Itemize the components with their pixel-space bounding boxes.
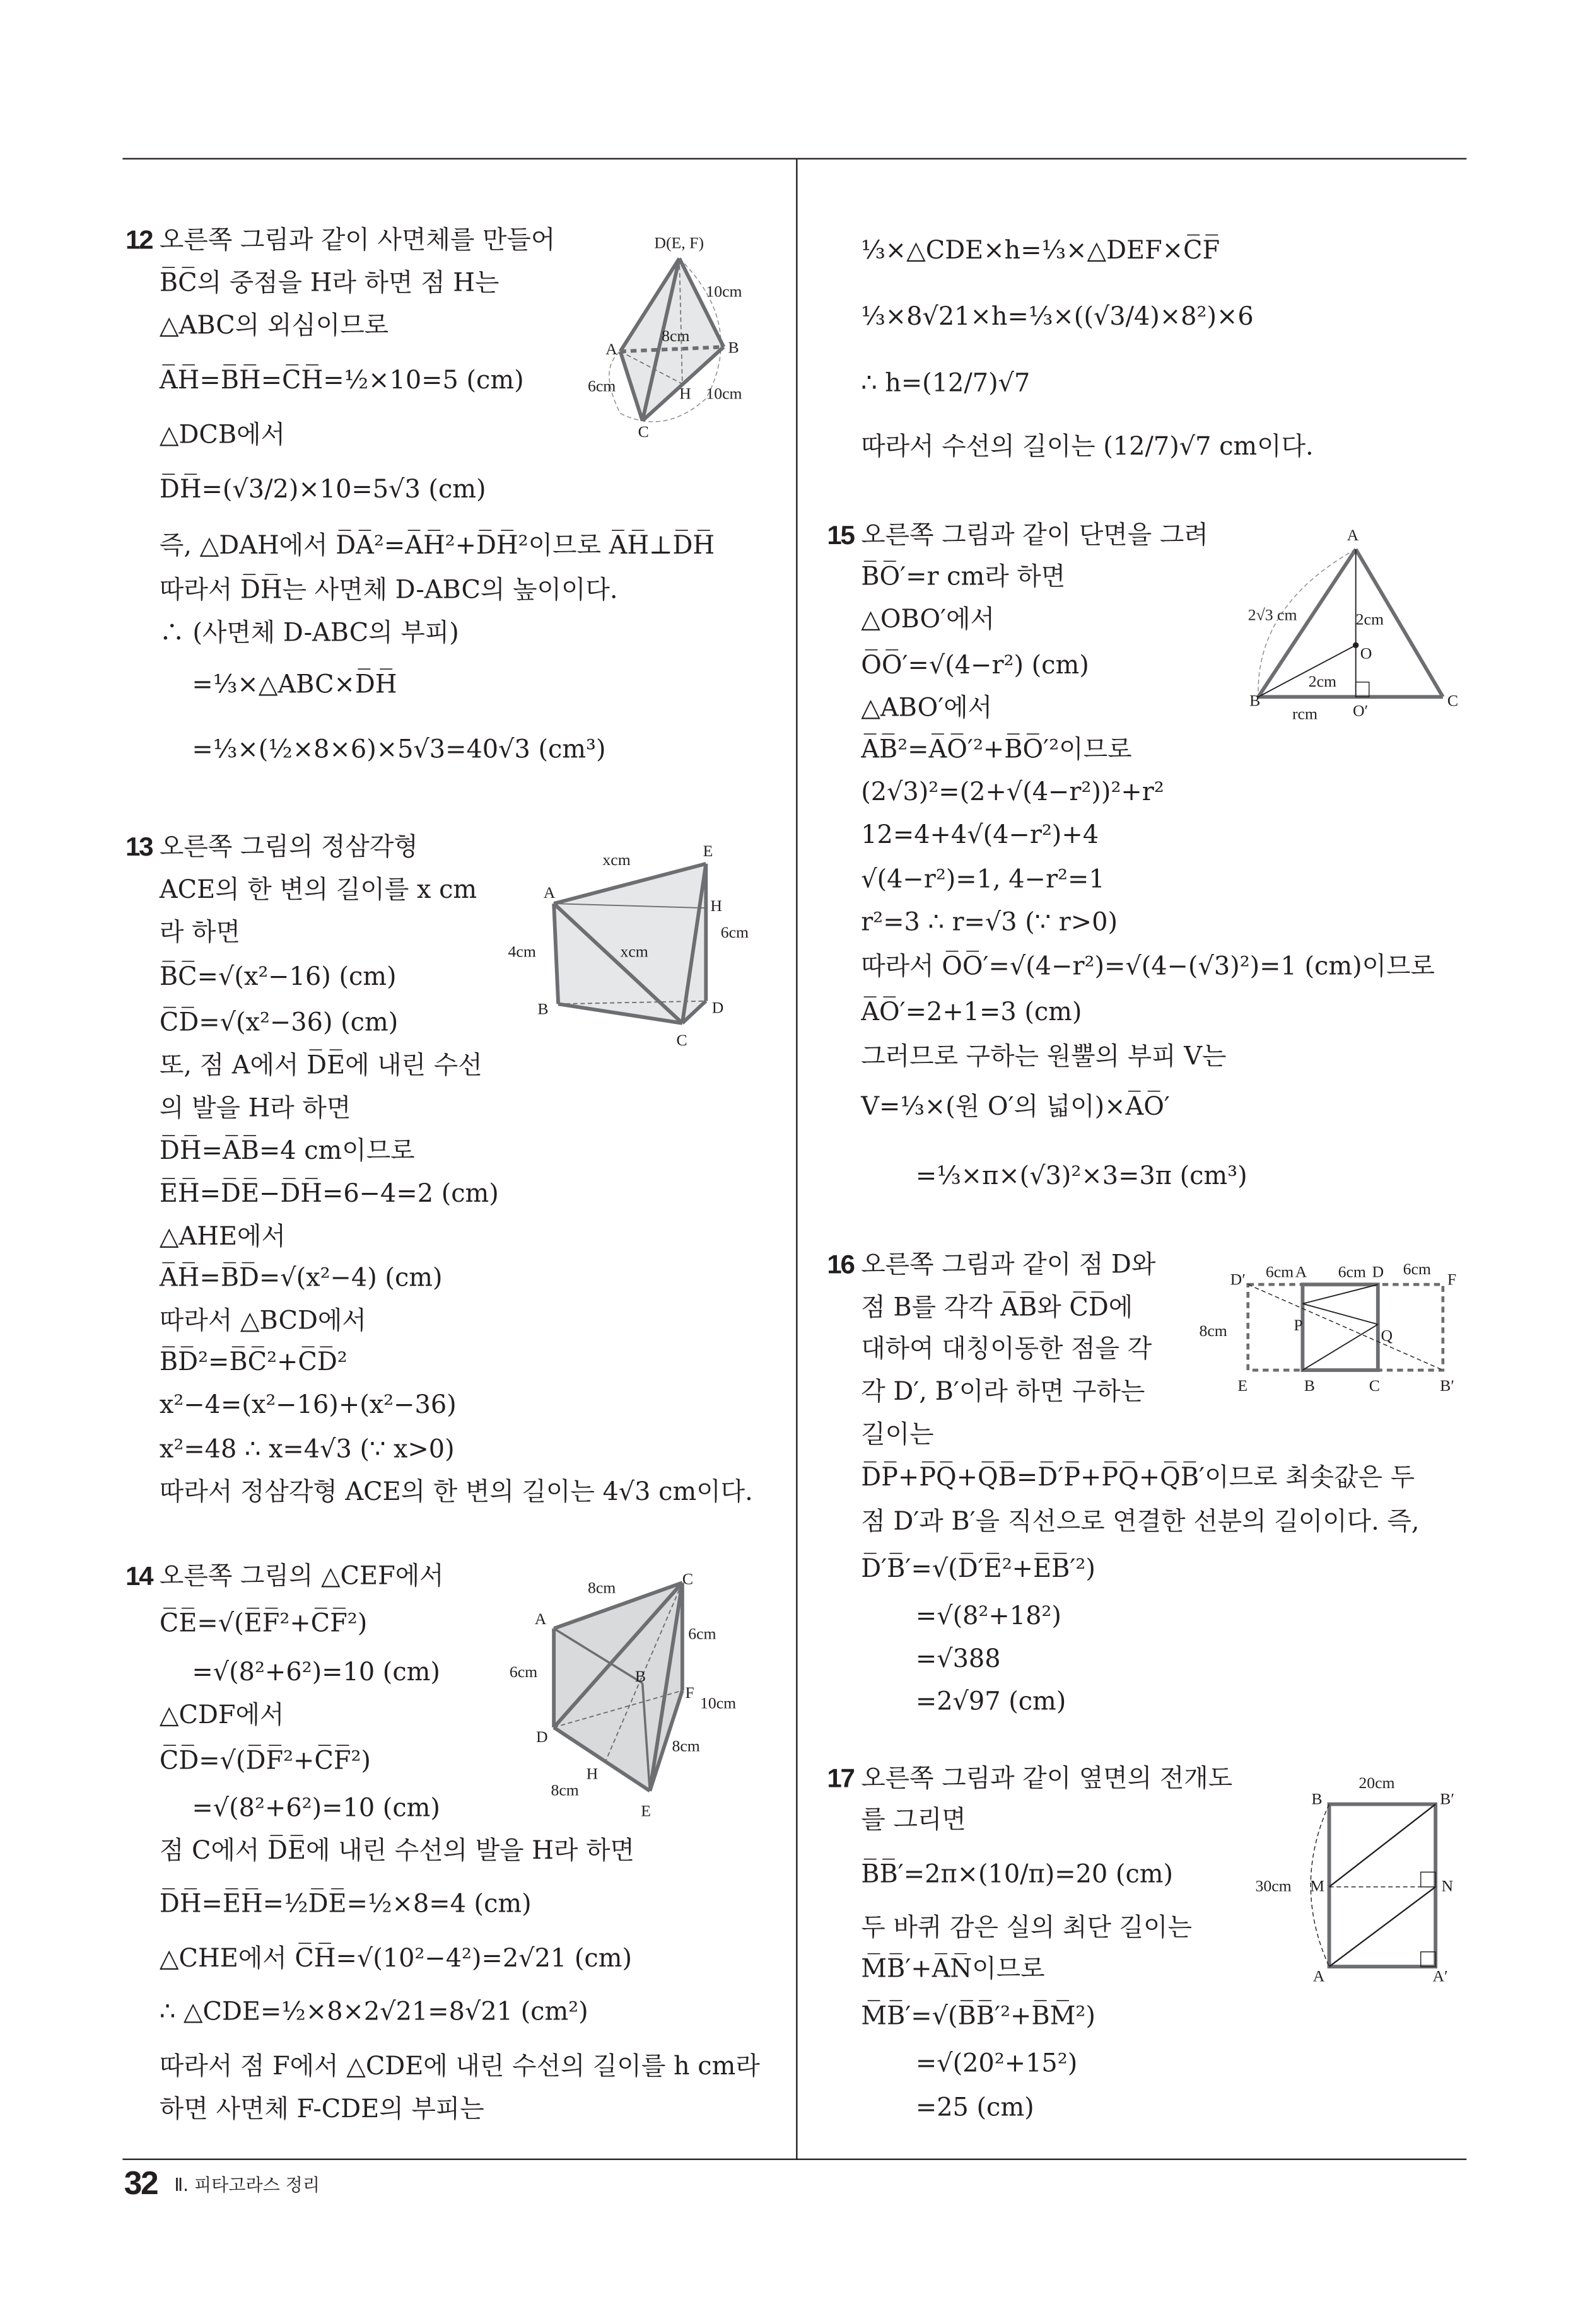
problem-number: 12: [126, 225, 153, 255]
solution-line: 또, 점 A에서 D̅E̅에 내린 수선: [159, 1051, 482, 1081]
solution-line: △ABC의 외심이므로: [159, 311, 389, 341]
fig14-label: B: [634, 1667, 646, 1686]
figure-14-solid: [554, 1583, 682, 1791]
solution-line: ⅓×8√21×h=⅓×((√3/4)×8²)×6: [861, 303, 1254, 332]
solution-line: A̅B̅²=A̅O̅′²+B̅O̅′²이므로: [861, 735, 1132, 765]
solution-line: 12=4+4√(4−r²)+4: [861, 820, 1099, 851]
solution-line: =√(20²+15²): [915, 2049, 1078, 2079]
solution-line: =2√97 (cm): [915, 1687, 1066, 1717]
solution-line: 따라서 △BCD에서: [159, 1306, 366, 1337]
solution-line: B̅C̅의 중점을 H라 하면 점 H는: [159, 269, 500, 299]
solution-line: B̅B̅′=2π×(10/π)=20 (cm): [861, 1860, 1174, 1890]
solution-line: 따라서 정삼각형 ACE의 한 변의 길이는 4√3 cm이다.: [159, 1478, 753, 1508]
fig16-label: P: [1294, 1315, 1303, 1334]
solution-line: 따라서 D̅H̅는 사면체 D-ABC의 높이이다.: [159, 576, 618, 606]
fig12-label: 6cm: [587, 376, 616, 395]
solution-line: △CHE에서 C̅H̅=√(10²−4²)=2√21 (cm): [159, 1944, 633, 1974]
solution-line: ⅓×△CDE×h=⅓×△DEF×C̅F̅: [861, 236, 1220, 266]
fig14-label: C: [682, 1569, 694, 1588]
fig12-label: B: [728, 338, 739, 357]
fig15-label: 2cm: [1308, 671, 1337, 690]
fig16-label: 6cm: [1403, 1259, 1431, 1278]
fig17-label: 20cm: [1358, 1773, 1395, 1792]
fig13-label: D: [711, 998, 724, 1017]
fig13-label: E: [703, 842, 713, 861]
fig14-label: 8cm: [672, 1736, 700, 1755]
solution-line: A̅H̅=B̅H̅=C̅H̅=½×10=5 (cm): [159, 366, 524, 396]
fig15-label: O′: [1352, 701, 1369, 720]
fig16-label: D: [1372, 1262, 1384, 1281]
problem-number: 14: [126, 1561, 153, 1591]
fig15-label: C: [1447, 691, 1459, 710]
solution-line: 점 C에서 D̅E̅에 내린 수선의 발을 H라 하면: [159, 1837, 635, 1866]
solution-line: 오른쪽 그림의 정삼각형: [159, 832, 418, 863]
fig14-label: 10cm: [699, 1694, 737, 1712]
fig13-label: xcm: [620, 942, 648, 961]
fig14-label: 6cm: [688, 1624, 716, 1643]
problem-number: 15: [827, 520, 854, 550]
solution-line: B̅O̅′=r cm라 하면: [861, 562, 1066, 593]
fig17-label: N: [1441, 1876, 1454, 1895]
solution-line: ∴ (사면체 D-ABC의 부피): [159, 619, 459, 649]
solution-line: △DCB에서: [159, 421, 286, 451]
solution-line: 를 그리면: [861, 1805, 966, 1835]
fig14-label: D: [536, 1728, 548, 1746]
solution-line: D̅H̅=E̅H̅=½D̅E̅=½×8=4 (cm): [159, 1890, 532, 1920]
fig17-label: A: [1312, 1967, 1325, 1985]
fig14-label: 6cm: [509, 1663, 538, 1682]
fig15-label: 2cm: [1355, 610, 1384, 629]
solution-line: =√(8²+6²)=10 (cm): [192, 1658, 440, 1688]
solution-line: 오른쪽 그림의 △CEF에서: [159, 1562, 444, 1592]
solution-line: △ABO′에서: [861, 694, 993, 724]
solution-line: =√(8²+18²): [915, 1601, 1061, 1632]
fig13-label: A: [543, 883, 556, 902]
solution-line: x²−4=(x²−16)+(x²−36): [159, 1390, 457, 1421]
fig12-label: 8cm: [662, 326, 690, 345]
fig13-label: H: [710, 896, 722, 915]
solution-line: 즉, △DAH에서 D̅A̅²=A̅H̅²+D̅H̅²이므로 A̅H̅⊥D̅H̅: [159, 532, 715, 561]
fig17-label: B′: [1440, 1789, 1454, 1808]
fig14-label: F: [685, 1683, 694, 1702]
solution-line: D̅′B̅′=√(D̅′E̅²+E̅B̅′²): [861, 1554, 1095, 1584]
solution-line: 라 하면: [159, 918, 240, 948]
fig16-label: 8cm: [1199, 1322, 1227, 1340]
solution-line: x²=48 ∴ x=4√3 (∵ x>0): [159, 1435, 455, 1465]
fig12-label: C: [638, 422, 649, 441]
solution-line: 오른쪽 그림과 같이 단면을 그려: [861, 521, 1208, 551]
fig13-label: xcm: [602, 851, 631, 869]
fig16-label: 6cm: [1338, 1262, 1366, 1281]
solution-line: O̅O̅′=√(4−r²) (cm): [861, 651, 1089, 681]
fig16-label: Q: [1381, 1326, 1393, 1345]
solution-line: =⅓×△ABC×D̅H̅: [192, 670, 397, 700]
solution-line: M̅B̅′=√(B̅B̅′²+B̅M̅²): [861, 2002, 1095, 2032]
solution-line: M̅B̅′+A̅N̅이므로: [861, 1955, 1045, 1985]
solution-line: B̅D̅²=B̅C̅²+C̅D̅²: [159, 1347, 348, 1378]
fig16-label: B: [1304, 1376, 1315, 1395]
fig12-label: H: [679, 384, 691, 403]
fig12-label: A: [605, 340, 617, 359]
fig14-label: 8cm: [587, 1578, 616, 1597]
solution-line: 그러므로 구하는 원뿔의 부피 V는: [861, 1042, 1227, 1072]
chapter-title: Ⅱ. 피타고라스 정리: [174, 2175, 320, 2196]
solution-line: C̅D̅=√(D̅F̅²+C̅F̅²): [159, 1746, 371, 1777]
solution-line: 두 바퀴 감은 실의 최단 길이는: [861, 1913, 1192, 1943]
solution-line: C̅E̅=√(E̅F̅²+C̅F̅²): [159, 1609, 368, 1639]
solution-line: =√(8²+6²)=10 (cm): [192, 1794, 440, 1823]
fig16-label: 6cm: [1265, 1262, 1294, 1281]
fig12-label: D(E, F): [654, 233, 704, 252]
solution-line: r²=3 ∴ r=√3 (∵ r>0): [861, 908, 1118, 938]
page-number: 32: [124, 2164, 158, 2202]
solution-line: ∴ △CDE=½×8×2√21=8√21 (cm²): [159, 1997, 588, 2028]
fig15-label: O: [1360, 644, 1372, 663]
problem-number: 16: [827, 1250, 854, 1280]
solution-line: 길이는: [861, 1420, 934, 1450]
solution-line: D̅H̅=A̅B̅=4 cm이므로: [159, 1137, 415, 1166]
problem-number: 17: [827, 1763, 854, 1793]
solution-line: 따라서 수선의 길이는 (12/7)√7 cm이다.: [861, 433, 1314, 462]
fig15-label: A: [1347, 526, 1359, 545]
solution-line: ACE의 한 변의 길이를 x cm: [159, 875, 477, 905]
solution-line: D̅P̅+P̅Q̅+Q̅B̅=D̅′P̅+P̅Q̅+Q̅B̅′이므로 최솟값은 두: [861, 1463, 1415, 1493]
fig16-label: B′: [1440, 1376, 1454, 1395]
solution-line: 각 D′, B′이라 하면 구하는: [861, 1377, 1145, 1407]
solution-line: 따라서 점 F에서 △CDE에 내린 수선의 길이를 h cm라: [159, 2052, 760, 2082]
solution-line: C̅D̅=√(x²−36) (cm): [159, 1008, 399, 1038]
solution-line: 점 D′과 B′을 직선으로 연결한 선분의 길이이다. 즉,: [861, 1507, 1420, 1537]
fig17-label: M: [1310, 1876, 1324, 1895]
fig16-label: E: [1237, 1376, 1248, 1395]
solution-line: E̅H̅=D̅E̅−D̅H̅=6−4=2 (cm): [159, 1180, 499, 1209]
solution-line: (2√3)²=(2+√(4−r²))²+r²: [861, 778, 1164, 808]
fig16-label: C: [1369, 1376, 1380, 1395]
solution-line: 점 B를 각각 A̅B̅와 C̅D̅에: [861, 1293, 1133, 1323]
fig14-label: 8cm: [551, 1781, 579, 1799]
solution-line: A̅O̅′=2+1=3 (cm): [861, 997, 1082, 1028]
fig15-label: 2√3 cm: [1247, 605, 1297, 624]
fig12-label: 10cm: [706, 384, 742, 403]
solution-line: =⅓×(½×8×6)×5√3=40√3 (cm³): [192, 735, 606, 765]
fig16-label: A: [1295, 1262, 1307, 1281]
solution-line: =⅓×π×(√3)²×3=3π (cm³): [915, 1161, 1247, 1192]
solution-line: V=⅓×(원 O′의 넓이)×A̅O̅′: [861, 1092, 1170, 1122]
fig14-label: H: [586, 1764, 599, 1783]
solution-line: 오른쪽 그림과 같이 점 D와: [861, 1250, 1156, 1281]
solution-line: 따라서 O̅O̅′=√(4−r²)=√(4−(√3)²)=1 (cm)이므로: [861, 952, 1435, 982]
fig13-label: 4cm: [508, 942, 536, 961]
solution-line: A̅H̅=B̅D̅=√(x²−4) (cm): [159, 1264, 443, 1294]
solution-line: 의 발을 H라 하면: [159, 1094, 351, 1124]
solution-line: 하면 사면체 F-CDE의 부피는: [159, 2095, 484, 2125]
fig13-label: B: [537, 999, 549, 1018]
fig15-label: rcm: [1292, 704, 1318, 723]
solution-line: 오른쪽 그림과 같이 사면체를 만들어: [159, 226, 556, 256]
solution-line: △OBO′에서: [861, 605, 995, 635]
solution-line: 오른쪽 그림과 같이 옆면의 전개도: [861, 1764, 1233, 1794]
solution-line: =25 (cm): [915, 2093, 1034, 2124]
solution-line: 대하여 대칭이동한 점을 각: [861, 1334, 1152, 1364]
fig15-label: B: [1249, 691, 1261, 710]
fig17-label: B: [1311, 1789, 1323, 1808]
fig17-label: 30cm: [1255, 1876, 1292, 1895]
solution-line: =√388: [915, 1644, 1001, 1675]
solution-line: B̅C̅=√(x²−16) (cm): [159, 962, 397, 992]
problem-number: 13: [126, 832, 153, 862]
solution-line: △AHE에서: [159, 1222, 286, 1252]
fig16-label: F: [1447, 1270, 1457, 1289]
solution-line: △CDF에서: [159, 1700, 284, 1731]
fig13-label: C: [676, 1030, 687, 1049]
fig14-label: A: [534, 1609, 547, 1628]
figure-17-net: [1311, 1804, 1435, 1967]
fig17-label: A′: [1432, 1967, 1448, 1985]
solution-line: ∴ h=(12/7)√7: [861, 369, 1031, 399]
solution-line: √(4−r²)=1, 4−r²=1: [861, 865, 1105, 895]
fig13-label: 6cm: [720, 922, 749, 941]
fig16-label: D′: [1230, 1270, 1246, 1289]
figure-16-rectangle: [1248, 1284, 1443, 1370]
fig14-label: E: [641, 1801, 651, 1820]
solution-line: D̅H̅=(√3/2)×10=5√3 (cm): [159, 475, 486, 505]
fig12-label: 10cm: [706, 282, 742, 301]
